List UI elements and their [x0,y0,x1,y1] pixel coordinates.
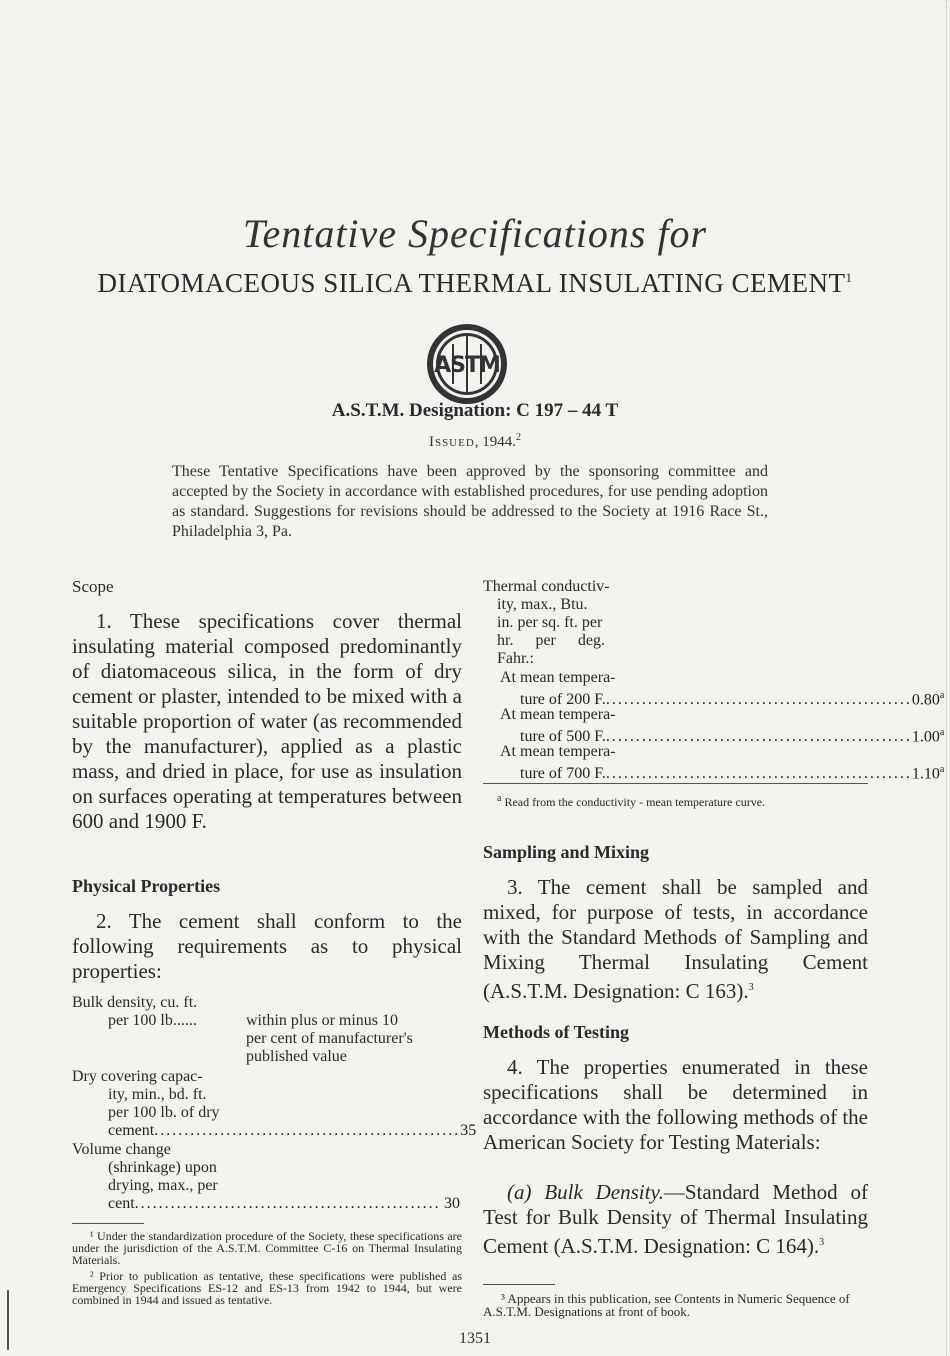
dot-leader: ................................................... [605,728,912,746]
sampling-text: 3. The cement shall be sampled and mixed, for purpose of tests, in accordance with the Standard Methods of Sampling and Mixing Thermal Insulating Cement (A.S.T.M. Designation: C 163). [483,875,868,1003]
table-note [483,793,868,808]
row-500-note: a [939,727,945,738]
sampling-paragraph [483,875,868,1004]
page-gutter-line [946,0,947,1356]
footnote-2: ² Prior to publication as tentative, these specifications were published as Emergency Specifications ES-12 and ES-13 from 1942 to 1944, but were combined in 1944 and issued as tentative. [72,1269,462,1307]
bulk-density-label-cont: per 100 lb...... [108,1012,197,1029]
intro-paragraph: These Tentative Specifications have been approved by the sponsoring committee and accepted by the Society in accordance with established procedures, for use pending adoption as standard. Suggestions for revisions should be addressed to the Society at 1916 Race St., Philadelphia 3, Pa. [172,463,768,540]
row-500-value-number: 1.00 [911,728,940,746]
volume-change-label-4: cent [108,1195,135,1212]
volume-change-label-2: (shrinkage) upon [108,1159,217,1176]
methods-heading: Methods of Testing [483,1022,630,1042]
row-200-value-number: 0.80 [911,691,940,709]
sampling-heading: Sampling and Mixing [483,842,650,862]
astm-logo [425,322,509,406]
row-200-note: a [939,690,945,701]
italic-title: Tentative Specifications for [242,211,708,256]
row-500-label: At mean tempera- [500,706,616,723]
volume-change-row [108,1195,460,1213]
dot-leader: ................................................... [605,765,912,783]
dot-leader: ................................................... [154,1122,461,1139]
footnote-1: ¹ Under the standardization procedure of the Society, these specifications are under the jurisdiction of the A.S.T.M. Committee C-16 on Thermal Insulating Materials. [72,1229,462,1267]
row-500-value [912,724,944,746]
main-title-text: DIATOMACEOUS SILICA THERMAL INSULATING CEMENT [97,268,846,298]
bulk-density-method [483,1180,868,1259]
dot-leader: ................................................... [605,691,912,709]
dry-covering-row [108,1122,477,1140]
item-a-title: Bulk Density. [544,1180,664,1204]
designation: A.S.T.M. Designation: C 197 – 44 T [331,400,619,421]
scope-paragraph: 1. These specifications cover thermal insulating material composed predominantly of diatomaceous silica, in the form of dry cement or plaster, intended to be mixed with a suitable proportion of water (as recommended by the manufacturer), applied as a plastic mass, and dried in place, for use as insulation on surfaces operating at temperatures between 600 and 1900 F. [72,609,462,833]
page-number: 1351 [459,1330,491,1347]
item-a-text: —Standard Method of Test for Bulk Density of Thermal Insulating Cement (A.S.T.M. Designation: C 164). [483,1180,868,1258]
item-a-footnote-ref: 3 [819,1237,825,1248]
dry-covering-label-4: cement [108,1122,155,1139]
table-note-text: Read from the conductivity - mean temperature curve. [504,795,766,809]
row-700-note: a [939,764,945,775]
table-rule [483,783,868,784]
row-700-label-2: ture of 700 F. [520,765,606,783]
row-200-value [912,687,944,709]
thermal-conductivity-label: Thermal conductiv- [483,578,610,595]
bulk-density-value: within plus or minus 10 [246,1012,399,1029]
issued-year: , 1944. [474,434,517,450]
thermal-conductivity-label-5: Fahr.: [497,650,534,667]
dry-covering-value: 35 [460,1122,477,1139]
footnote-rule [72,1223,144,1224]
dot-leader: ................................................... [134,1195,441,1212]
dry-covering-label-2: ity, min., bd. ft. [108,1086,207,1103]
issued-label: Issued [428,434,475,450]
thermal-conductivity-label-2: ity, max., Btu. [497,596,588,613]
logo-text: ASTM [434,353,500,378]
main-title [0,268,950,299]
issued-line [0,432,950,451]
dry-covering-label-3: per 100 lb. of dry [108,1104,220,1121]
row-500-label-2: ture of 500 F. [520,728,606,746]
bulk-density-label: Bulk density, cu. ft. [72,994,198,1011]
volume-change-value: 30 [444,1195,460,1212]
bulk-density-value-cont: per cent of manufacturer's [246,1030,413,1047]
row-700-value-number: 1.10 [911,765,940,783]
row-700-label: At mean tempera- [500,743,616,760]
issued-footnote-ref: 2 [516,432,522,443]
dry-covering-label: Dry covering capac- [72,1068,203,1085]
row-700-value [912,761,944,783]
sampling-footnote-ref: 3 [748,982,754,993]
volume-change-label: Volume change [72,1141,171,1158]
row-700 [520,761,945,783]
thermal-conductivity-label-3: in. per sq. ft. per [497,614,603,631]
item-a-label: (a) [507,1180,532,1204]
methods-paragraph: 4. The properties enumerated in these specifications shall be determined in accordance with the following methods of the American Society for Testing Materials: [483,1055,868,1154]
scope-heading: Scope [72,577,114,596]
row-200-label-2: ture of 200 F. [520,691,606,709]
footnote-rule-right [483,1284,555,1285]
table-note-mark: a [497,793,502,804]
physical-properties-paragraph: 2. The cement shall conform to the following requirements as to physical properties: [72,909,462,983]
main-title-footnote-ref: 1 [845,270,853,285]
physical-properties-heading: Physical Properties [72,876,221,896]
row-200-label: At mean tempera- [500,669,616,686]
volume-change-label-3: drying, max., per [108,1177,218,1194]
thermal-conductivity-label-4: hr. per deg. [497,632,605,649]
bulk-density-value-cont2: published value [246,1048,347,1065]
footnote-3: ³ Appears in this publication, see Contents in Numeric Sequence of A.S.T.M. Designations at front of book. [483,1291,850,1319]
